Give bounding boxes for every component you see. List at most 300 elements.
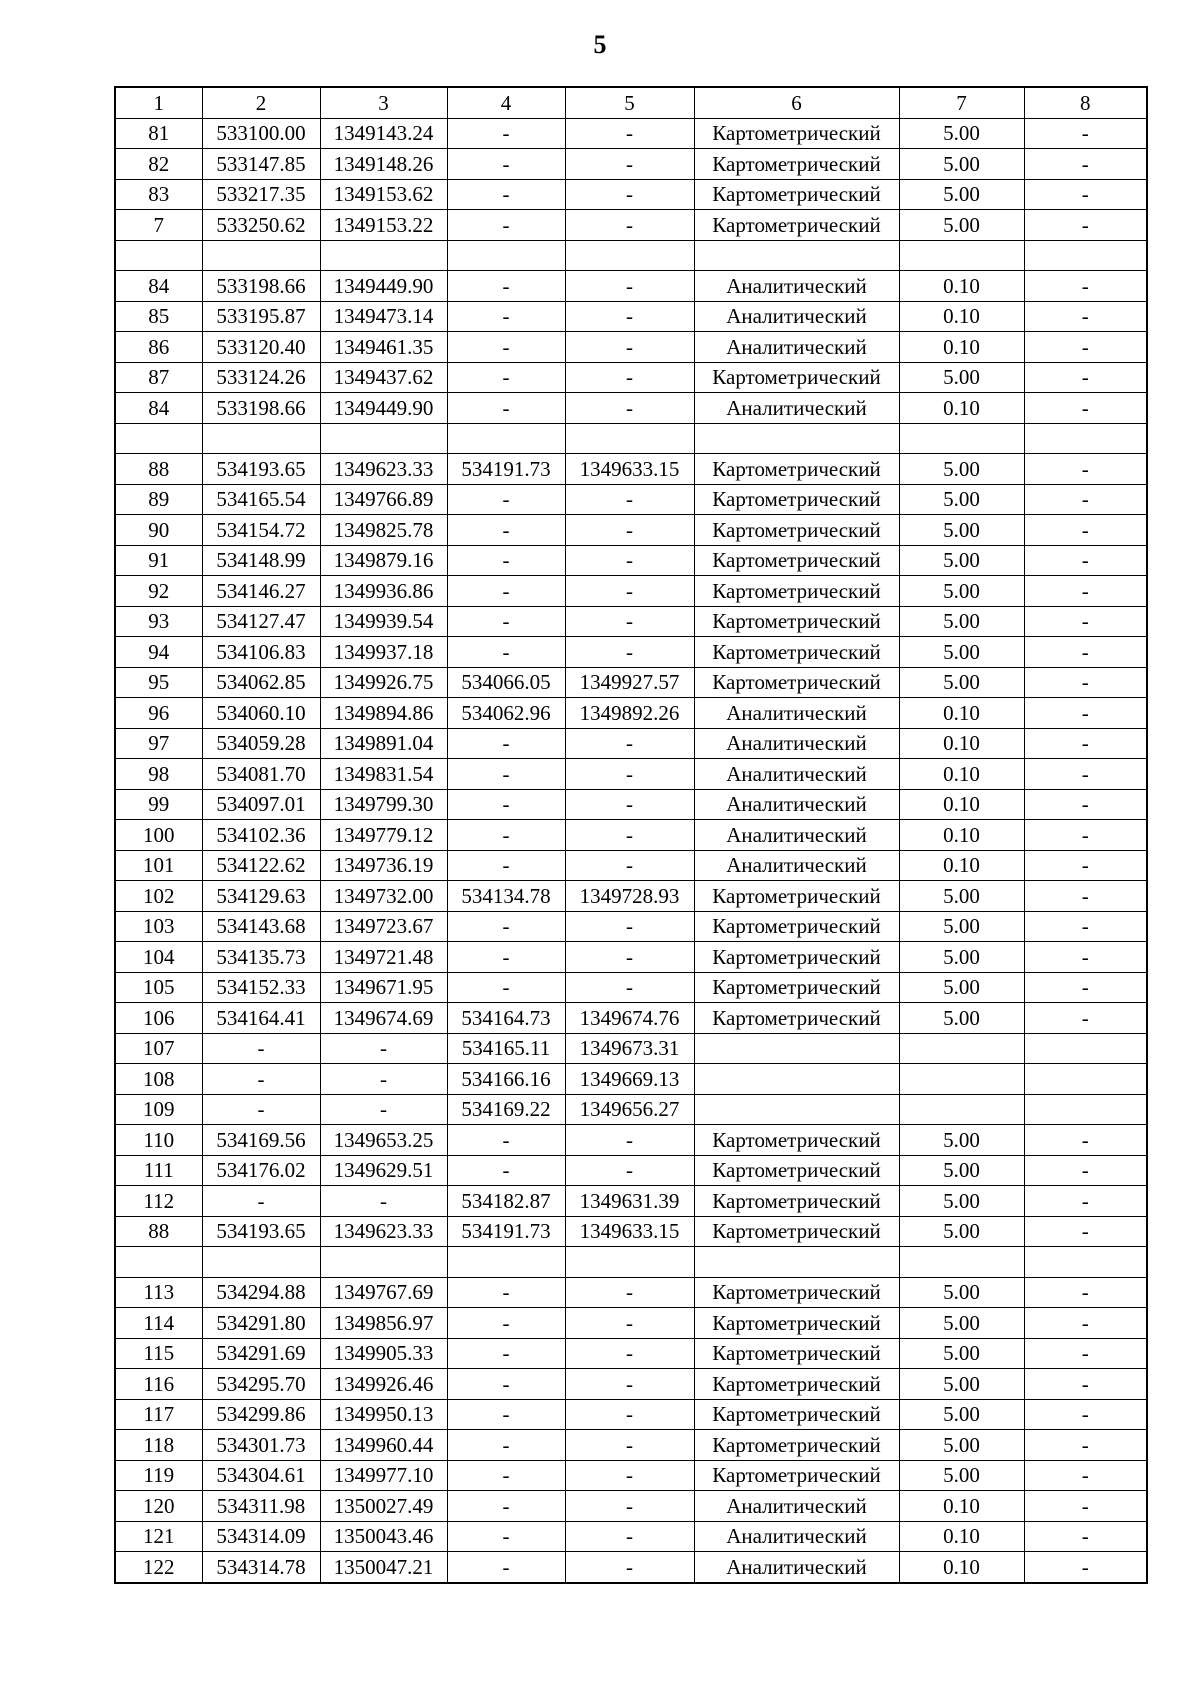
y-cell: 1349153.62 bbox=[320, 179, 447, 210]
table-row bbox=[115, 484, 1147, 515]
table-row bbox=[115, 789, 1147, 820]
y-alt-cell: - bbox=[565, 515, 694, 546]
point-number-cell: 7 bbox=[115, 210, 202, 241]
table-row bbox=[115, 118, 1147, 149]
method-cell: Аналитический bbox=[694, 301, 899, 332]
method-cell: Картометрический bbox=[694, 576, 899, 607]
accuracy-cell: 0.10 bbox=[899, 759, 1024, 790]
method-cell: Аналитический bbox=[694, 271, 899, 302]
x-cell: 534291.80 bbox=[202, 1308, 320, 1339]
y-alt-cell: - bbox=[565, 271, 694, 302]
method-cell: Аналитический bbox=[694, 332, 899, 363]
accuracy-cell: 5.00 bbox=[899, 1186, 1024, 1217]
y-cell: 1349153.22 bbox=[320, 210, 447, 241]
y-alt-cell: 1349633.15 bbox=[565, 454, 694, 485]
x-alt-cell: 534191.73 bbox=[447, 454, 565, 485]
table-row bbox=[115, 1552, 1147, 1583]
table-row bbox=[115, 1155, 1147, 1186]
x-cell: 533217.35 bbox=[202, 179, 320, 210]
note-cell: - bbox=[1024, 972, 1147, 1003]
accuracy-cell: 5.00 bbox=[899, 1125, 1024, 1156]
y-cell: 1349939.54 bbox=[320, 606, 447, 637]
accuracy-cell: 5.00 bbox=[899, 1338, 1024, 1369]
table-row bbox=[115, 1308, 1147, 1339]
table-row bbox=[115, 850, 1147, 881]
point-number-cell: 92 bbox=[115, 576, 202, 607]
y-alt-cell: - bbox=[565, 484, 694, 515]
table-row bbox=[115, 1369, 1147, 1400]
method-cell: Картометрический bbox=[694, 1308, 899, 1339]
method-cell: Картометрический bbox=[694, 179, 899, 210]
y-alt-cell: 1349631.39 bbox=[565, 1186, 694, 1217]
method-cell: Картометрический bbox=[694, 1460, 899, 1491]
y-cell: 1349623.33 bbox=[320, 454, 447, 485]
x-alt-cell: - bbox=[447, 149, 565, 180]
x-alt-cell: 534165.11 bbox=[447, 1033, 565, 1064]
x-cell: 534164.41 bbox=[202, 1003, 320, 1034]
note-cell: - bbox=[1024, 1186, 1147, 1217]
method-cell: Картометрический bbox=[694, 210, 899, 241]
point-number-cell: 116 bbox=[115, 1369, 202, 1400]
y-cell: 1349653.25 bbox=[320, 1125, 447, 1156]
accuracy-cell: 5.00 bbox=[899, 118, 1024, 149]
method-cell: Аналитический bbox=[694, 759, 899, 790]
x-cell: 533120.40 bbox=[202, 332, 320, 363]
y-alt-cell: 1349633.15 bbox=[565, 1216, 694, 1247]
y-cell: 1349767.69 bbox=[320, 1277, 447, 1308]
x-alt-cell: - bbox=[447, 484, 565, 515]
method-cell: Картометрический bbox=[694, 515, 899, 546]
column-header: 3 bbox=[320, 87, 447, 118]
method-cell: Картометрический bbox=[694, 1369, 899, 1400]
note-cell: - bbox=[1024, 454, 1147, 485]
y-alt-cell: - bbox=[565, 393, 694, 424]
y-cell: - bbox=[320, 1033, 447, 1064]
x-alt-cell: - bbox=[447, 301, 565, 332]
table-row bbox=[115, 1338, 1147, 1369]
x-cell: 534081.70 bbox=[202, 759, 320, 790]
x-cell: - bbox=[202, 1186, 320, 1217]
y-alt-cell: - bbox=[565, 1277, 694, 1308]
y-alt-cell: - bbox=[565, 728, 694, 759]
x-cell: 534311.98 bbox=[202, 1491, 320, 1522]
note-cell: - bbox=[1024, 1491, 1147, 1522]
x-cell: 533147.85 bbox=[202, 149, 320, 180]
note-cell: - bbox=[1024, 301, 1147, 332]
table-row bbox=[115, 1430, 1147, 1461]
y-alt-cell: - bbox=[565, 362, 694, 393]
table-row bbox=[115, 362, 1147, 393]
y-alt-cell: 1349669.13 bbox=[565, 1064, 694, 1095]
y-alt-cell: - bbox=[565, 1399, 694, 1430]
y-cell: 1349891.04 bbox=[320, 728, 447, 759]
note-cell: - bbox=[1024, 789, 1147, 820]
note-cell bbox=[1024, 1033, 1147, 1064]
accuracy-cell: 5.00 bbox=[899, 484, 1024, 515]
accuracy-cell: 0.10 bbox=[899, 301, 1024, 332]
y-alt-cell: - bbox=[565, 545, 694, 576]
point-number-cell: 86 bbox=[115, 332, 202, 363]
y-cell: 1349960.44 bbox=[320, 1430, 447, 1461]
x-alt-cell: - bbox=[447, 1430, 565, 1461]
y-cell: 1349977.10 bbox=[320, 1460, 447, 1491]
x-alt-cell: 534182.87 bbox=[447, 1186, 565, 1217]
point-number-cell: 115 bbox=[115, 1338, 202, 1369]
x-cell: 534129.63 bbox=[202, 881, 320, 912]
x-cell: 534060.10 bbox=[202, 698, 320, 729]
method-cell bbox=[694, 423, 899, 454]
x-alt-cell: 534062.96 bbox=[447, 698, 565, 729]
accuracy-cell: 0.10 bbox=[899, 820, 1024, 851]
note-cell bbox=[1024, 240, 1147, 271]
method-cell: Аналитический bbox=[694, 393, 899, 424]
column-header: 1 bbox=[115, 87, 202, 118]
accuracy-cell bbox=[899, 1064, 1024, 1095]
accuracy-cell: 0.10 bbox=[899, 728, 1024, 759]
y-alt-cell: 1349656.27 bbox=[565, 1094, 694, 1125]
y-cell bbox=[320, 1247, 447, 1278]
note-cell: - bbox=[1024, 850, 1147, 881]
table-row bbox=[115, 1186, 1147, 1217]
table-row bbox=[115, 972, 1147, 1003]
method-cell: Картометрический bbox=[694, 667, 899, 698]
accuracy-cell bbox=[899, 240, 1024, 271]
x-cell: 534122.62 bbox=[202, 850, 320, 881]
accuracy-cell: 0.10 bbox=[899, 393, 1024, 424]
accuracy-cell: 5.00 bbox=[899, 1216, 1024, 1247]
note-cell: - bbox=[1024, 1552, 1147, 1583]
x-cell bbox=[202, 240, 320, 271]
note-cell: - bbox=[1024, 1277, 1147, 1308]
table-row bbox=[115, 1521, 1147, 1552]
x-cell: 534193.65 bbox=[202, 1216, 320, 1247]
point-number-cell: 110 bbox=[115, 1125, 202, 1156]
y-cell: 1349825.78 bbox=[320, 515, 447, 546]
note-cell: - bbox=[1024, 393, 1147, 424]
note-cell: - bbox=[1024, 1399, 1147, 1430]
method-cell: Картометрический bbox=[694, 1338, 899, 1369]
x-alt-cell: - bbox=[447, 850, 565, 881]
accuracy-cell: 5.00 bbox=[899, 545, 1024, 576]
accuracy-cell: 0.10 bbox=[899, 1491, 1024, 1522]
table-row bbox=[115, 240, 1147, 271]
x-alt-cell: - bbox=[447, 972, 565, 1003]
method-cell bbox=[694, 1094, 899, 1125]
y-cell: 1349143.24 bbox=[320, 118, 447, 149]
column-header: 2 bbox=[202, 87, 320, 118]
y-alt-cell: - bbox=[565, 1460, 694, 1491]
point-number-cell: 96 bbox=[115, 698, 202, 729]
accuracy-cell: 0.10 bbox=[899, 789, 1024, 820]
column-header: 7 bbox=[899, 87, 1024, 118]
point-number-cell: 101 bbox=[115, 850, 202, 881]
x-cell: 534294.88 bbox=[202, 1277, 320, 1308]
note-cell: - bbox=[1024, 637, 1147, 668]
point-number-cell: 112 bbox=[115, 1186, 202, 1217]
y-alt-cell bbox=[565, 240, 694, 271]
note-cell bbox=[1024, 1247, 1147, 1278]
accuracy-cell: 5.00 bbox=[899, 1308, 1024, 1339]
note-cell: - bbox=[1024, 332, 1147, 363]
note-cell: - bbox=[1024, 698, 1147, 729]
page-number: 5 bbox=[593, 30, 607, 59]
table-row bbox=[115, 820, 1147, 851]
y-alt-cell: 1349674.76 bbox=[565, 1003, 694, 1034]
point-number-cell: 87 bbox=[115, 362, 202, 393]
y-cell: - bbox=[320, 1094, 447, 1125]
method-cell: Картометрический bbox=[694, 1186, 899, 1217]
accuracy-cell: 0.10 bbox=[899, 698, 1024, 729]
x-cell: 534304.61 bbox=[202, 1460, 320, 1491]
y-alt-cell: - bbox=[565, 850, 694, 881]
x-alt-cell: - bbox=[447, 1338, 565, 1369]
table-row bbox=[115, 515, 1147, 546]
x-cell: 534291.69 bbox=[202, 1338, 320, 1369]
point-number-cell: 81 bbox=[115, 118, 202, 149]
y-cell: 1349779.12 bbox=[320, 820, 447, 851]
x-alt-cell: - bbox=[447, 576, 565, 607]
point-number-cell: 84 bbox=[115, 271, 202, 302]
x-alt-cell: - bbox=[447, 393, 565, 424]
y-cell bbox=[320, 423, 447, 454]
x-alt-cell: 534169.22 bbox=[447, 1094, 565, 1125]
y-alt-cell: - bbox=[565, 820, 694, 851]
table-row bbox=[115, 1491, 1147, 1522]
method-cell: Картометрический bbox=[694, 911, 899, 942]
point-number-cell: 99 bbox=[115, 789, 202, 820]
point-number-cell: 88 bbox=[115, 454, 202, 485]
x-alt-cell bbox=[447, 1247, 565, 1278]
method-cell: Картометрический bbox=[694, 637, 899, 668]
accuracy-cell: 5.00 bbox=[899, 576, 1024, 607]
y-cell: 1349766.89 bbox=[320, 484, 447, 515]
method-cell bbox=[694, 1247, 899, 1278]
x-alt-cell: - bbox=[447, 545, 565, 576]
accuracy-cell: 0.10 bbox=[899, 271, 1024, 302]
point-number-cell: 100 bbox=[115, 820, 202, 851]
y-alt-cell: 1349892.26 bbox=[565, 698, 694, 729]
x-cell: 533100.00 bbox=[202, 118, 320, 149]
x-cell bbox=[202, 1247, 320, 1278]
x-cell: 534314.09 bbox=[202, 1521, 320, 1552]
y-alt-cell: - bbox=[565, 1338, 694, 1369]
accuracy-cell: 5.00 bbox=[899, 972, 1024, 1003]
x-alt-cell: - bbox=[447, 210, 565, 241]
table-row bbox=[115, 881, 1147, 912]
x-alt-cell: 534166.16 bbox=[447, 1064, 565, 1095]
y-cell: 1349856.97 bbox=[320, 1308, 447, 1339]
x-alt-cell: - bbox=[447, 1155, 565, 1186]
x-alt-cell: 534191.73 bbox=[447, 1216, 565, 1247]
note-cell: - bbox=[1024, 545, 1147, 576]
x-cell: 534193.65 bbox=[202, 454, 320, 485]
coordinates-table bbox=[114, 86, 1148, 1584]
y-cell: 1349937.18 bbox=[320, 637, 447, 668]
x-alt-cell: - bbox=[447, 271, 565, 302]
y-cell: 1349437.62 bbox=[320, 362, 447, 393]
table-row bbox=[115, 301, 1147, 332]
accuracy-cell: 5.00 bbox=[899, 454, 1024, 485]
x-cell bbox=[202, 423, 320, 454]
note-cell: - bbox=[1024, 820, 1147, 851]
point-number-cell: 83 bbox=[115, 179, 202, 210]
x-alt-cell: - bbox=[447, 606, 565, 637]
y-cell: 1350043.46 bbox=[320, 1521, 447, 1552]
x-alt-cell: - bbox=[447, 789, 565, 820]
method-cell: Картометрический bbox=[694, 454, 899, 485]
y-cell: 1349926.46 bbox=[320, 1369, 447, 1400]
accuracy-cell: 5.00 bbox=[899, 911, 1024, 942]
note-cell: - bbox=[1024, 1155, 1147, 1186]
x-alt-cell: - bbox=[447, 820, 565, 851]
method-cell bbox=[694, 240, 899, 271]
y-cell: 1349473.14 bbox=[320, 301, 447, 332]
note-cell: - bbox=[1024, 149, 1147, 180]
x-cell: 534146.27 bbox=[202, 576, 320, 607]
column-header: 5 bbox=[565, 87, 694, 118]
x-alt-cell: - bbox=[447, 942, 565, 973]
y-cell: 1349936.86 bbox=[320, 576, 447, 607]
method-cell: Картометрический bbox=[694, 1216, 899, 1247]
y-alt-cell: - bbox=[565, 759, 694, 790]
point-number-cell: 104 bbox=[115, 942, 202, 973]
method-cell: Картометрический bbox=[694, 1125, 899, 1156]
x-cell: 534169.56 bbox=[202, 1125, 320, 1156]
note-cell: - bbox=[1024, 1338, 1147, 1369]
table-row bbox=[115, 942, 1147, 973]
note-cell: - bbox=[1024, 118, 1147, 149]
method-cell bbox=[694, 1064, 899, 1095]
table-row bbox=[115, 1216, 1147, 1247]
method-cell: Картометрический bbox=[694, 1277, 899, 1308]
x-alt-cell: 534134.78 bbox=[447, 881, 565, 912]
note-cell: - bbox=[1024, 515, 1147, 546]
method-cell: Аналитический bbox=[694, 1521, 899, 1552]
y-cell: 1349879.16 bbox=[320, 545, 447, 576]
point-number-cell: 111 bbox=[115, 1155, 202, 1186]
table-row bbox=[115, 454, 1147, 485]
point-number-cell: 121 bbox=[115, 1521, 202, 1552]
x-alt-cell: - bbox=[447, 1308, 565, 1339]
accuracy-cell: 5.00 bbox=[899, 1369, 1024, 1400]
y-cell: 1349926.75 bbox=[320, 667, 447, 698]
table-body bbox=[115, 118, 1147, 1583]
point-number-cell: 84 bbox=[115, 393, 202, 424]
point-number-cell bbox=[115, 1247, 202, 1278]
table-row bbox=[115, 1094, 1147, 1125]
accuracy-cell bbox=[899, 1033, 1024, 1064]
y-alt-cell: - bbox=[565, 1155, 694, 1186]
table-row bbox=[115, 545, 1147, 576]
x-alt-cell: - bbox=[447, 1521, 565, 1552]
y-alt-cell: - bbox=[565, 637, 694, 668]
accuracy-cell: 5.00 bbox=[899, 881, 1024, 912]
y-alt-cell: - bbox=[565, 301, 694, 332]
x-cell: 534135.73 bbox=[202, 942, 320, 973]
y-alt-cell: - bbox=[565, 149, 694, 180]
point-number-cell: 90 bbox=[115, 515, 202, 546]
table-row bbox=[115, 393, 1147, 424]
point-number-cell: 108 bbox=[115, 1064, 202, 1095]
x-cell: 533195.87 bbox=[202, 301, 320, 332]
note-cell: - bbox=[1024, 728, 1147, 759]
note-cell: - bbox=[1024, 1430, 1147, 1461]
note-cell: - bbox=[1024, 1369, 1147, 1400]
x-cell: 534165.54 bbox=[202, 484, 320, 515]
column-header: 4 bbox=[447, 87, 565, 118]
x-cell: 534148.99 bbox=[202, 545, 320, 576]
point-number-cell: 103 bbox=[115, 911, 202, 942]
note-cell: - bbox=[1024, 1125, 1147, 1156]
method-cell: Аналитический bbox=[694, 789, 899, 820]
note-cell: - bbox=[1024, 759, 1147, 790]
point-number-cell: 88 bbox=[115, 1216, 202, 1247]
method-cell: Аналитический bbox=[694, 698, 899, 729]
point-number-cell: 89 bbox=[115, 484, 202, 515]
note-cell: - bbox=[1024, 1460, 1147, 1491]
table-row bbox=[115, 149, 1147, 180]
y-alt-cell: - bbox=[565, 210, 694, 241]
method-cell: Картометрический bbox=[694, 545, 899, 576]
x-cell: 534102.36 bbox=[202, 820, 320, 851]
point-number-cell: 118 bbox=[115, 1430, 202, 1461]
x-alt-cell: - bbox=[447, 759, 565, 790]
y-alt-cell: - bbox=[565, 1369, 694, 1400]
table-header-row bbox=[115, 87, 1147, 118]
x-cell: - bbox=[202, 1033, 320, 1064]
x-cell: 534295.70 bbox=[202, 1369, 320, 1400]
y-cell: 1349732.00 bbox=[320, 881, 447, 912]
note-cell: - bbox=[1024, 881, 1147, 912]
table-row bbox=[115, 210, 1147, 241]
accuracy-cell: 5.00 bbox=[899, 1277, 1024, 1308]
x-alt-cell: - bbox=[447, 1125, 565, 1156]
table-row bbox=[115, 698, 1147, 729]
accuracy-cell: 5.00 bbox=[899, 210, 1024, 241]
x-cell: 533198.66 bbox=[202, 271, 320, 302]
y-cell: - bbox=[320, 1064, 447, 1095]
y-alt-cell: - bbox=[565, 179, 694, 210]
x-cell: 534301.73 bbox=[202, 1430, 320, 1461]
accuracy-cell: 5.00 bbox=[899, 362, 1024, 393]
y-alt-cell: - bbox=[565, 118, 694, 149]
method-cell: Аналитический bbox=[694, 728, 899, 759]
point-number-cell: 114 bbox=[115, 1308, 202, 1339]
y-alt-cell: - bbox=[565, 1552, 694, 1583]
table-row bbox=[115, 1125, 1147, 1156]
x-cell: 534314.78 bbox=[202, 1552, 320, 1583]
y-alt-cell: - bbox=[565, 972, 694, 1003]
table-row bbox=[115, 667, 1147, 698]
point-number-cell: 107 bbox=[115, 1033, 202, 1064]
y-alt-cell: 1349673.31 bbox=[565, 1033, 694, 1064]
method-cell: Картометрический bbox=[694, 972, 899, 1003]
y-cell: 1349148.26 bbox=[320, 149, 447, 180]
table-row bbox=[115, 728, 1147, 759]
table-row bbox=[115, 1460, 1147, 1491]
y-cell: 1349721.48 bbox=[320, 942, 447, 973]
y-alt-cell: - bbox=[565, 1125, 694, 1156]
x-cell: 534176.02 bbox=[202, 1155, 320, 1186]
x-alt-cell: - bbox=[447, 179, 565, 210]
point-number-cell: 93 bbox=[115, 606, 202, 637]
point-number-cell: 122 bbox=[115, 1552, 202, 1583]
y-alt-cell: - bbox=[565, 576, 694, 607]
y-cell: - bbox=[320, 1186, 447, 1217]
y-cell: 1349461.35 bbox=[320, 332, 447, 363]
point-number-cell: 120 bbox=[115, 1491, 202, 1522]
x-alt-cell: - bbox=[447, 332, 565, 363]
